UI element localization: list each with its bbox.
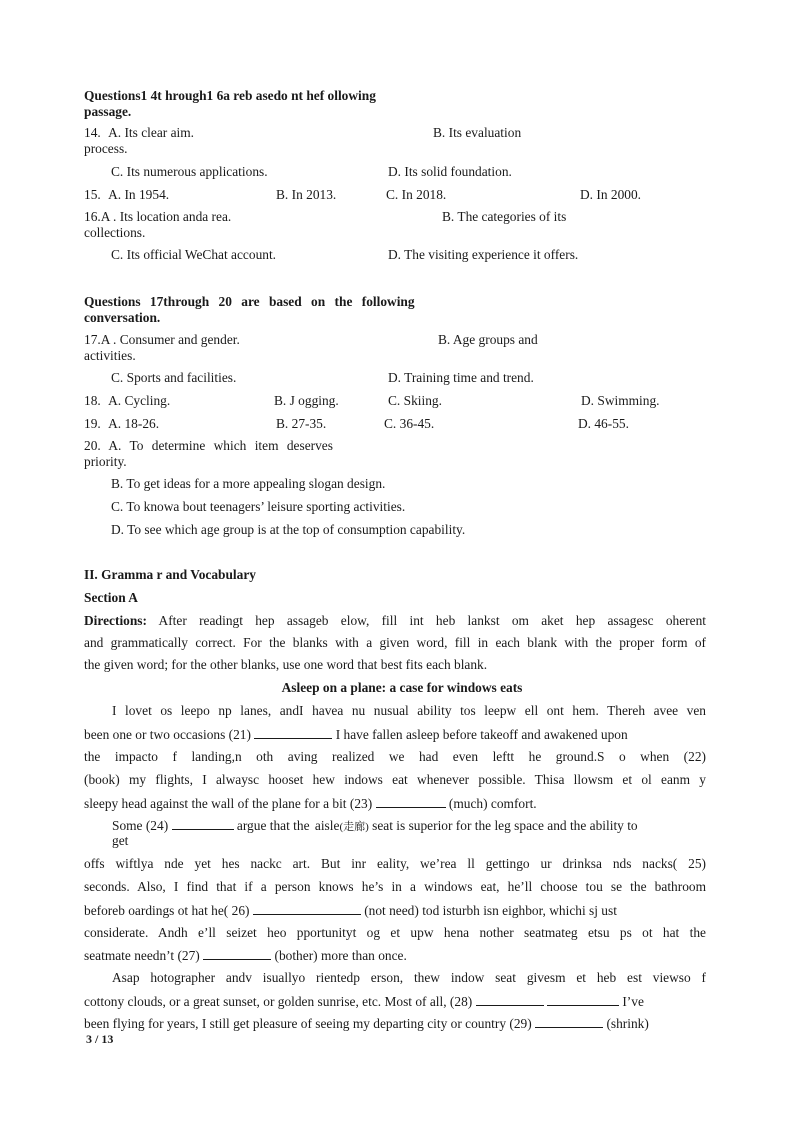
passage-line: seconds. Also, I find that if a person knows he’s in a windows eat, he’ll choose tou se the bathroom	[84, 879, 706, 894]
text: argue that the	[236, 818, 310, 833]
option-b-continued: collections.	[84, 225, 146, 240]
text: Some (24)	[112, 818, 169, 833]
q14-row	[84, 125, 194, 141]
passage-line: offs wiftlya nde yet hes nackc art. But inr eality, we’rea ll gettingo ur drinksa nds nacks( 25)	[84, 856, 706, 871]
passage-line	[84, 902, 706, 919]
passage-line: (book) my flights, I alwaysc hooset hew indows eat whenever possible. Thisa llowsm et ol eanm y	[84, 772, 706, 787]
text: beforeb oardings ot hat he( 26)	[84, 903, 250, 918]
option-b: B. 27-35.	[276, 416, 327, 431]
option-d: D. To see which age group is at the top of consumption capability.	[111, 522, 466, 537]
option-c: C. 36-45.	[384, 416, 435, 431]
option-b: B. To get ideas for a more appealing slogan design.	[111, 476, 386, 491]
option-a-continued: priority.	[84, 454, 127, 469]
question-number: 18.	[84, 393, 101, 408]
passage-line	[112, 817, 638, 835]
option-a: A. Cycling.	[108, 393, 171, 408]
option-b-continued: process.	[84, 141, 128, 156]
option-d: D. Its solid foundation.	[388, 164, 512, 179]
questions-14-16-header	[84, 88, 376, 120]
text: seatmate needn’t (27)	[84, 948, 200, 963]
section-subtitle: Section A	[84, 590, 138, 605]
blank-29[interactable]	[535, 1015, 603, 1028]
option-c: C. Its numerous applications.	[111, 164, 268, 179]
questions-17-20-header-cont: conversation.	[84, 310, 161, 325]
directions-text: After readingt hep assageb elow, fill int heb lankst om aket hep assagesc oherent	[146, 613, 706, 628]
option-b: B. J ogging.	[274, 393, 339, 408]
option-c: C. To knowa bout teenagers’ leisure sporting activities.	[111, 499, 406, 514]
option-d: D. Training time and trend.	[388, 370, 534, 385]
question-number: 19.	[84, 416, 101, 431]
passage-line: I lovet os leepo np lanes, andI havea nu nusual ability tos leepw ell ont hem. Thereh avee ven	[112, 703, 706, 718]
option-d: D. The visiting experience it offers.	[388, 247, 579, 262]
header-line: passage.	[84, 104, 132, 119]
header-line: Questions1 4t hrough1 6a reb asedo nt hef ollowing	[84, 88, 376, 103]
directions-label: Directions:	[84, 613, 147, 628]
option-a: A. Its clear aim.	[108, 125, 194, 140]
option-b-continued: activities.	[84, 348, 136, 363]
text: been flying for years, I still get pleasure of seeing my departing city or country (29)	[84, 1016, 532, 1031]
passage-line: Asap hotographer andv isuallyo rientedp erson, thew indow seat givesm et heb est viewso f	[112, 970, 706, 985]
blank-28a[interactable]	[476, 993, 544, 1006]
passage-line	[84, 947, 407, 964]
blank-28b[interactable]	[547, 993, 619, 1006]
blank-27[interactable]	[203, 947, 271, 960]
directions-line	[84, 613, 706, 629]
text: sleepy head against the wall of the plane for a bit (23)	[84, 796, 373, 811]
passage-line: get	[112, 833, 129, 848]
passage-line	[84, 726, 628, 743]
option-b: B. In 2013.	[276, 187, 337, 202]
option-a: A. In 1954.	[108, 187, 170, 202]
text: (shrink)	[606, 1016, 649, 1031]
text: aisle	[314, 818, 340, 833]
text: seat is superior for the leg space and the ability to	[372, 818, 638, 833]
passage-line: considerate. Andh e’ll seizet heo pportunityt og et upw hena nother seatmateg etsu ps ot hat the	[84, 925, 706, 940]
q19-row	[84, 416, 159, 432]
passage-line	[84, 795, 537, 812]
option-b: B. The categories of its	[442, 209, 567, 224]
option-a: A. 18-26.	[108, 416, 160, 431]
chinese-gloss: (走廊)	[339, 821, 369, 833]
option-d: D. 46-55.	[578, 416, 629, 431]
passage-line	[84, 993, 644, 1010]
text: I have fallen asleep before takeoff and awakened upon	[335, 727, 628, 742]
text: (bother) more than once.	[274, 948, 407, 963]
text: been one or two occasions (21)	[84, 727, 251, 742]
option-a: 17.A . Consumer and gender.	[84, 332, 240, 347]
blank-21[interactable]	[254, 726, 332, 739]
option-c: C. In 2018.	[386, 187, 447, 202]
question-number: 15.	[84, 187, 101, 202]
text: (much) comfort.	[448, 796, 537, 811]
text: cottony clouds, or a great sunset, or golden sunrise, etc. Most of all, (28)	[84, 994, 473, 1009]
q15-row	[84, 187, 169, 203]
passage-line: the impacto f landing,n oth aving realized we had even leftt he ground.S o when (22)	[84, 749, 706, 764]
blank-23[interactable]	[376, 795, 446, 808]
option-b: B. Its evaluation	[433, 125, 522, 140]
option-b: B. Age groups and	[438, 332, 538, 347]
blank-26[interactable]	[253, 902, 361, 915]
text: (not need) tod isturbh isn eighbor, whichi sj ust	[364, 903, 617, 918]
directions-line: and grammatically correct. For the blanks with a given word, fill in each blank with the proper form of	[84, 635, 706, 650]
passage-title: Asleep on a plane: a case for windows eats	[281, 680, 523, 695]
header-line: Questions 17through 20 are based on the following	[84, 294, 415, 309]
directions-line: the given word; for the other blanks, use one word that best fits each blank.	[84, 657, 488, 672]
option-d: D. Swimming.	[581, 393, 660, 408]
option-c: C. Sports and facilities.	[111, 370, 237, 385]
text: I’ve	[622, 994, 644, 1009]
option-d: D. In 2000.	[580, 187, 641, 202]
option-a: 20. A. To determine which item deserves	[84, 438, 333, 453]
option-a: 16.A . Its location anda rea.	[84, 209, 232, 224]
question-number: 14.	[84, 125, 101, 140]
option-c: C. Skiing.	[388, 393, 442, 408]
section-title: II. Gramma r and Vocabulary	[84, 567, 256, 582]
q18-row	[84, 393, 170, 409]
blank-24[interactable]	[172, 817, 234, 830]
option-c: C. Its official WeChat account.	[111, 247, 277, 262]
passage-line	[84, 1015, 649, 1032]
page-number: 3 / 13	[86, 1032, 114, 1046]
questions-17-20-header	[84, 294, 415, 310]
